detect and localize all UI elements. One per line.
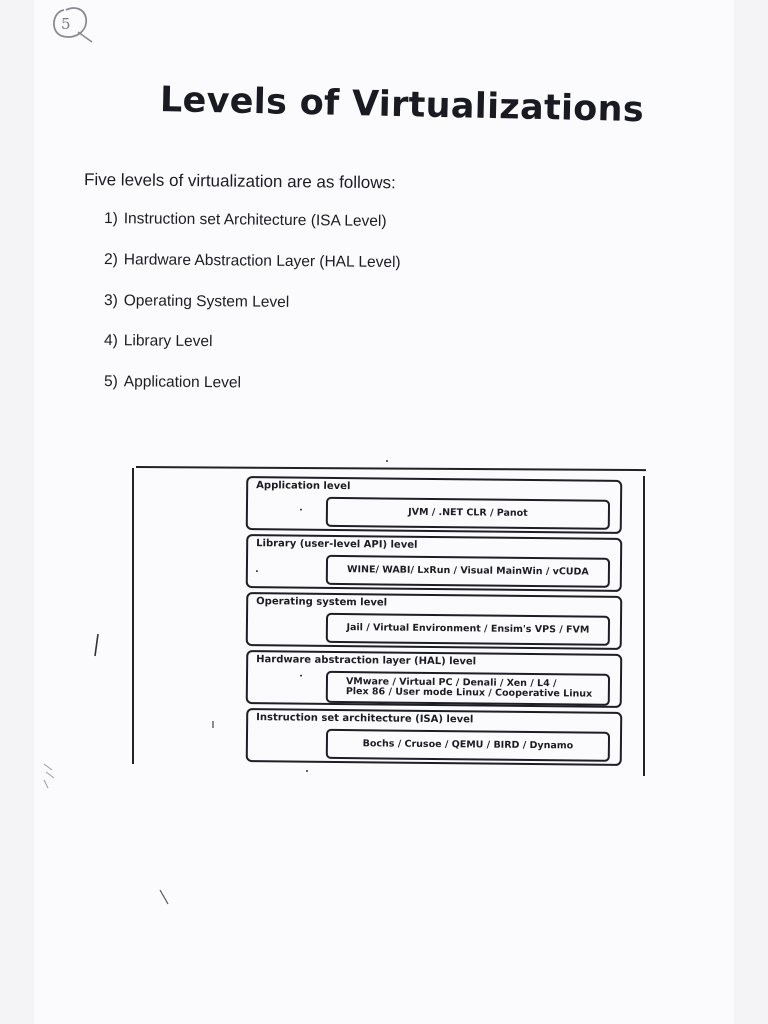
pen-stroke (92, 632, 102, 658)
list-item (104, 373, 241, 392)
intro-word-five: Five (83, 170, 117, 190)
dot (306, 770, 308, 772)
list-item-number: 3) (103, 292, 118, 310)
layer-application (246, 476, 623, 534)
layer-title: Hardware abstraction layer (HAL) level (256, 654, 477, 668)
virtualization-levels-diagram (130, 466, 650, 786)
layer-library (246, 534, 623, 592)
list-item-number: 2) (103, 251, 118, 269)
layer-title: Library (user-level API) level (256, 538, 418, 551)
layer-examples: JVM / .NET CLR / Panot (326, 497, 610, 530)
list-item-number: 5) (103, 373, 118, 391)
layer-examples: Bochs / Crusoe / QEMU / BIRD / Dynamo (326, 729, 610, 762)
layer-examples: Jail / Virtual Environment / Ensim's VPS / FVM (326, 613, 610, 646)
pen-stroke (40, 760, 64, 790)
list-item-text: Operating System Level (123, 292, 290, 311)
layer-title: Instruction set architecture (ISA) level (256, 712, 474, 726)
list-item-text: Library Level (123, 332, 213, 351)
layer-title: Application level (256, 480, 351, 493)
list-item (104, 332, 213, 351)
list-item (104, 210, 387, 231)
dot (256, 570, 258, 572)
page-title: Levels of Virtualizations (159, 80, 645, 131)
list-item-text: Hardware Abstraction Layer (HAL Level) (123, 251, 401, 272)
intro-word-levels: levels (120, 170, 165, 190)
layer-instruction-set (246, 708, 623, 766)
intro-text (84, 170, 396, 193)
page-number-text: 5 (61, 15, 71, 33)
layer-title: Operating system level (256, 596, 388, 609)
list-item (104, 292, 289, 312)
list-item-text: Instruction set Architecture (ISA Level) (123, 210, 387, 230)
layer-examples: VMware / Virtual PC / Denali / Xen / L4 / Plex 86 / User mode Linux / Cooperative Linux (326, 671, 610, 706)
diagram-frame-top (136, 466, 646, 471)
pen-stroke (158, 888, 172, 908)
intro-rest: of virtualization are as follows: (164, 170, 396, 193)
list-item (104, 251, 401, 272)
diagram-frame-right (643, 476, 645, 776)
diagram-frame-left (132, 468, 134, 764)
pen-stroke (210, 720, 216, 730)
list-item-text: Application Level (123, 373, 242, 392)
list-item-number: 1) (103, 210, 118, 228)
dot (300, 509, 302, 511)
layer-operating-system (246, 592, 623, 650)
dot (386, 460, 388, 462)
layer-hardware-abstraction (246, 650, 623, 708)
dot (300, 675, 302, 677)
layer-examples: WINE/ WABI/ LxRun / Visual MainWin / vCUDA (326, 555, 610, 588)
page-number-mark (44, 2, 98, 48)
list-item-number: 4) (103, 332, 118, 350)
